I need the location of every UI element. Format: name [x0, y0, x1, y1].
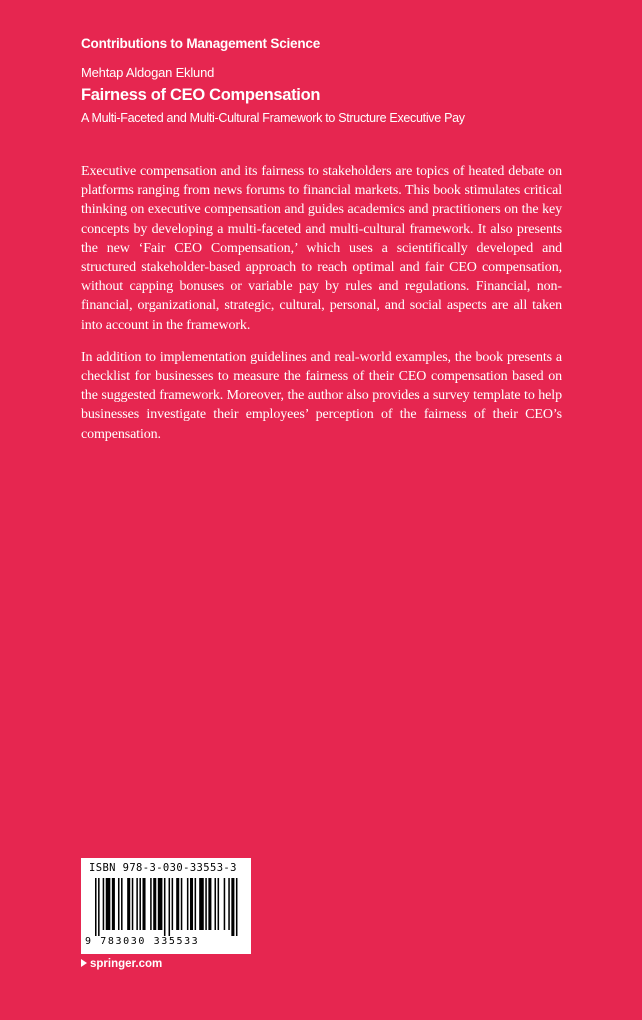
book-subtitle: A Multi-Faceted and Multi-Cultural Framework to Structure Executive Pay — [81, 111, 465, 125]
blurb-paragraph: In addition to implementation guidelines and real-world examples, the book presents a checklist for businesses to measure the fairness of their CEO compensation based on the suggested framework. Moreover, the author also provides a survey template to help businesses investigate their employees’ perception of the fairness of their CEO’s compensation. — [81, 349, 562, 442]
barcode-icon — [95, 878, 239, 936]
publisher-link-label: springer.com — [90, 958, 163, 970]
barcode-bar — [195, 878, 197, 930]
book-title: Fairness of CEO Compensation — [81, 86, 321, 104]
barcode-bar — [136, 878, 138, 930]
barcode-bar — [218, 878, 220, 930]
barcode-bar — [214, 878, 216, 930]
barcode-bar — [153, 878, 156, 930]
barcode-bar — [95, 878, 97, 936]
barcode-box — [81, 858, 251, 954]
author-name: Mehtap Aldogan Eklund — [81, 65, 215, 80]
barcode-bar — [150, 878, 152, 930]
publisher-link[interactable] — [81, 958, 162, 970]
barcode-bar — [176, 878, 179, 930]
barcode-bar — [199, 878, 204, 930]
blurb-text — [81, 162, 562, 457]
barcode-bar — [112, 878, 115, 930]
barcode-bar — [98, 878, 100, 936]
barcode-bar — [121, 878, 123, 930]
barcode-bar — [106, 878, 111, 930]
barcode-bar — [132, 878, 134, 930]
barcode-bar — [118, 878, 120, 930]
isbn-label: ISBN 978-3-030-33553-3 — [89, 862, 237, 874]
blurb-paragraph: Executive compensation and its fairness to stakeholders are topics of heated debate on platforms ranging from news forums to financial markets. This book stimulates critical thinking on executive compensation and guides academics and practitioners on the key concepts by developing a multi-faceted and multi-cultural framework. It also presents the new ‘Fair CEO Compensation,’ which uses a scientifically developed and structured stakeholder-based approach to reach optimal and fair CEO compensation, without capping bonuses or variable pay by rules and regulations. Financial, non-financial, organizational, strategic, cultural, personal, and social aspects are all taken into account in the framework. — [81, 164, 562, 333]
barcode-bar — [164, 878, 166, 936]
series-name: Contributions to Management Science — [81, 36, 321, 51]
barcode-bar — [187, 878, 189, 930]
arrow-right-icon — [81, 959, 87, 967]
barcode-bar — [205, 878, 207, 930]
barcode-bar — [181, 878, 183, 930]
barcode-bar — [142, 878, 145, 930]
barcode-digits: 9 783030 335533 — [85, 936, 200, 947]
barcode-bar — [224, 878, 226, 930]
barcode-bar — [236, 878, 238, 936]
barcode-bar — [103, 878, 105, 930]
barcode-bar — [208, 878, 211, 930]
barcode-bar — [231, 878, 234, 936]
barcode-bar — [169, 878, 171, 936]
barcode-bar — [139, 878, 141, 930]
barcode-bar — [190, 878, 193, 930]
barcode-bar — [172, 878, 174, 930]
barcode-bar — [158, 878, 163, 930]
barcode-bar — [228, 878, 230, 930]
barcode-bar — [127, 878, 130, 930]
